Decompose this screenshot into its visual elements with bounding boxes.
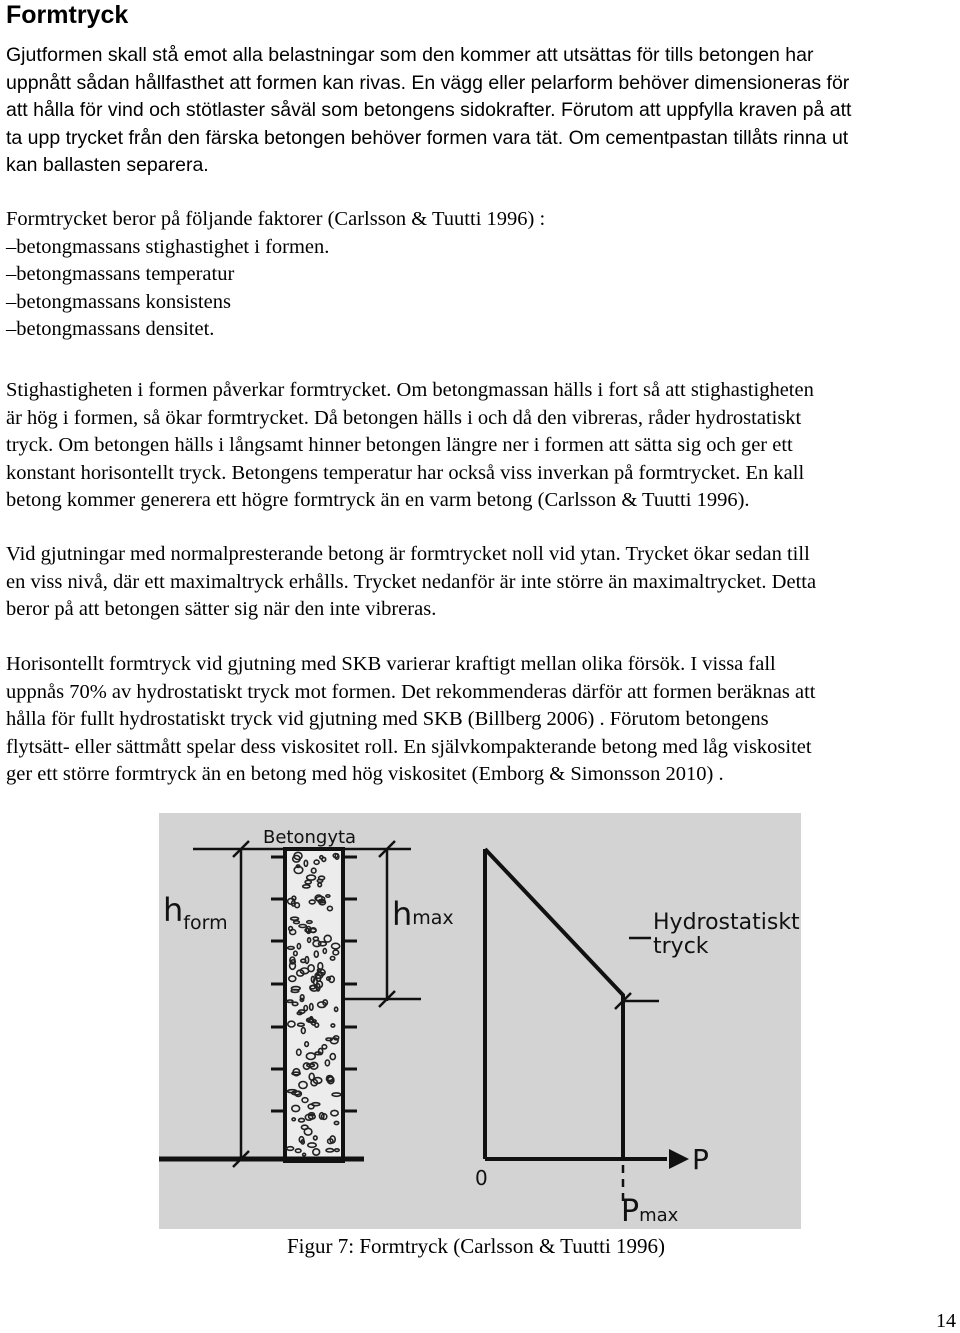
paragraph-rise-rate <box>6 377 956 515</box>
text-line: uppnått sådan hållfasthet att formen kan rivas. En vägg eller pelarform behöver dimensioneras för <box>6 71 850 94</box>
text-line: hålla för fullt hydrostatiskt tryck vid gjutning med SKB (Billberg 2006) . Förutom betongens <box>6 708 769 730</box>
text-line: tryck. Om betongen hälls i långsamt hinner betongen längre ner i formen att sätta sig och ger ett <box>6 434 793 456</box>
text-line: en viss nivå, där ett maximaltryck erhålls. Trycket nedanför är inte större än maximaltrycket. Detta <box>6 570 817 593</box>
text-line: beror på att betongen sätter sig när den inte vibreras. <box>6 598 437 620</box>
list-item: –betongmassans konsistens <box>6 290 231 313</box>
text-line: flytsätt- eller sättmått spelar dess viskositet roll. En självkompakterande betong med låg viskositet <box>6 735 812 758</box>
text-line: kan ballasten separera. <box>6 154 209 176</box>
p-axis-label: P <box>692 1143 709 1176</box>
list-item: –betongmassans temperatur <box>6 263 235 285</box>
text-line: ger ett större formtryck än en betong med hög viskositet (Emborg & Simonsson 2010) . <box>6 763 724 785</box>
text-line: ta upp trycket från den färska betongen behöver formen vara tät. Om cementpastan tillåts rinna ut <box>6 126 849 149</box>
text-line: är hög i formen, så ökar formtrycket. Då betongen hälls i och då den vibreras, råder hydrostatiskt <box>6 406 802 429</box>
figure-drawing <box>159 813 801 1229</box>
section-heading: Formtryck <box>6 1 129 29</box>
text-line: Horisontellt formtryck vid gjutning med SKB varierar kraftigt mellan olika försök. I vissa fall <box>6 653 776 675</box>
concrete-wall <box>285 849 343 1161</box>
paragraph-normal-concrete <box>6 541 956 624</box>
surface-label: Betongyta <box>263 827 357 848</box>
text-line: Stighastigheten i formen påverkar formtrycket. Om betongmassan hälls i fort så att stighastigheten <box>6 379 814 401</box>
pmax-label: Pmax <box>621 1194 679 1229</box>
list-item: –betongmassans densitet. <box>6 318 215 340</box>
hydrostatic-label-line-1: Hydrostatiskt <box>653 910 800 935</box>
list-item: –betongmassans stighastighet i formen. <box>6 235 330 258</box>
text-line: Gjutformen skall stå emot alla belastningar som den kommer att utsättas för tills betongen har <box>6 44 814 66</box>
h-form-label: $h_{form}$ <box>163 891 228 934</box>
text-line: konstant horisontellt tryck. Betongens temperatur har också viss inverkan på formtrycket. En kall <box>6 461 805 484</box>
hydrostatic-label-line-2: tryck <box>653 934 709 959</box>
paragraph-skb <box>6 651 956 789</box>
h-max-label: hmax <box>392 895 454 933</box>
text-line: Formtrycket beror på följande faktorer (Carlsson & Tuutti 1996) : <box>6 208 546 230</box>
figure-caption-text: Figur 7: Formtryck (Carlsson & Tuutti 1996) <box>286 1234 666 1258</box>
figure-caption <box>0 1232 960 1260</box>
text-line: uppnås 70% av hydrostatiskt tryck mot formen. Det rekommenderas därför att formen beräknas att <box>6 680 816 703</box>
paragraph-intro <box>6 42 956 180</box>
text-line: betong kommer generera ett högre formtryck än en varm betong (Carlsson & Tuutti 1996). <box>6 489 750 511</box>
paragraph-factors <box>6 206 956 344</box>
text-line: Vid gjutningar med normalpresterande betong är formtrycket noll vid ytan. Trycket ökar sedan till <box>6 543 810 565</box>
formwork-pressure-figure <box>159 813 801 1229</box>
page-number: 14 <box>936 1310 956 1332</box>
text-line: att hålla för vind och stötlaster såväl som betongens sidokrafter. Förutom att uppfylla kraven på att <box>6 99 852 121</box>
zero-label: 0 <box>475 1166 488 1190</box>
